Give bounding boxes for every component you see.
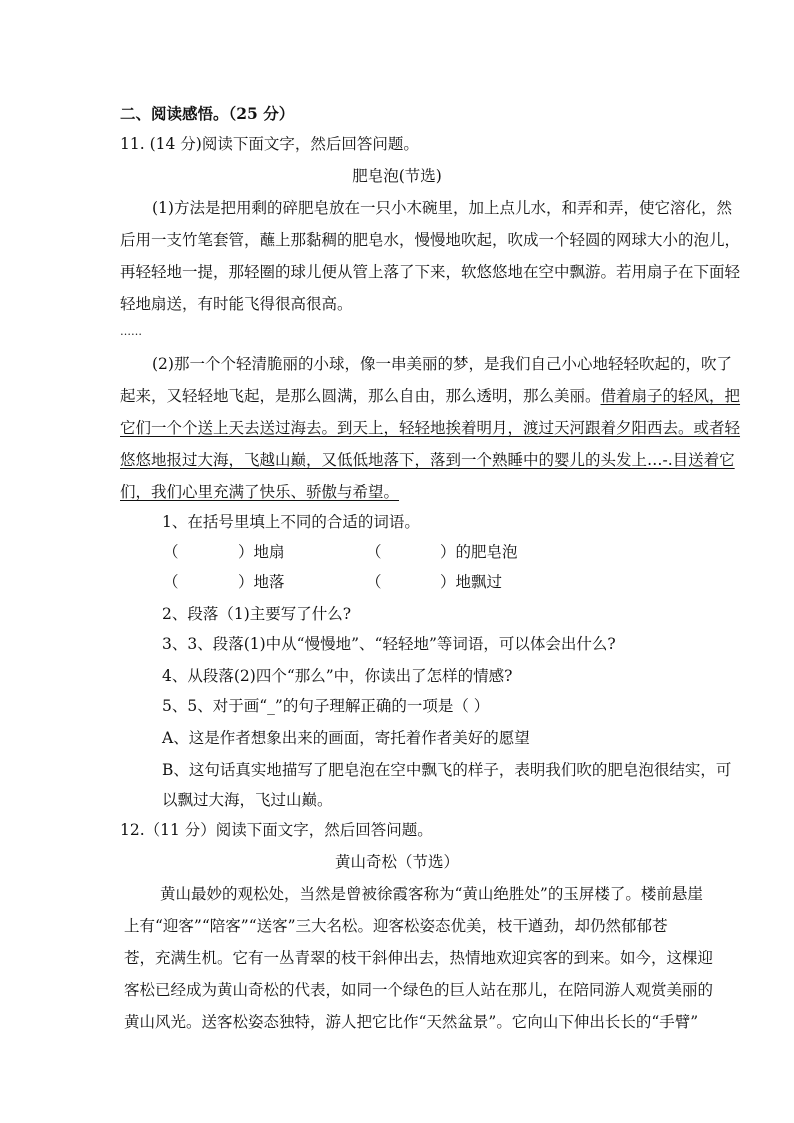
passage-line: 客松已经成为黄山奇松的代表，如同一个绿色的巨人站在那儿，在陪同游人观赏美丽的 bbox=[124, 981, 714, 999]
sub-question-5: 5、5、对于画“_”的句子理解正确的一项是（ ） bbox=[162, 697, 490, 715]
paragraph-1-line: (1)方法是把用剩的碎肥皂放在一只小木碗里，加上点儿水，和弄和弄，使它溶化，然 bbox=[152, 199, 732, 217]
open-paren: （ bbox=[163, 543, 179, 561]
underlined-sentence: 悠悠地报过大海，飞越山巅，又低低地落下，落到一个熟睡中的婴儿的头发上…-.目送着它 bbox=[120, 451, 735, 469]
question-12-prompt: 12.（11 分）阅读下面文字，然后回答问题。 bbox=[120, 821, 433, 839]
section-header: 二、阅读感悟。（25 分） bbox=[120, 104, 295, 123]
option-a: A、这是作者想象出来的画面，寄托着作者美好的愿望 bbox=[162, 729, 530, 747]
paragraph-1-line: 后用一支竹笔套管，蘸上那黏稠的肥皂水，慢慢地吹起，吹成一个轻圆的网球大小的泡儿， bbox=[120, 231, 741, 249]
option-b: B、这句话真实地描写了肥皂泡在空中飘飞的样子，表明我们吹的肥皂泡很结实，可 bbox=[162, 761, 732, 779]
paragraph-2-line: (2)那一个个轻清脆丽的小球，像一串美丽的梦，是我们自己小心地轻轻吹起的，吹了 bbox=[152, 355, 732, 373]
sub-question-3: 3、3、段落(1)中从“慢慢地”、“轻轻地”等词语，可以体会出什么? bbox=[162, 635, 616, 653]
passage-line: 黄山最妙的观松处，当然是曾被徐霞客称为“黄山绝胜处”的玉屏楼了。楼前悬崖 bbox=[160, 885, 703, 903]
sub-question-1: 1、在括号里填上不同的合适的词语。 bbox=[162, 513, 420, 531]
blank-suffix: ）地落 bbox=[238, 573, 285, 591]
open-paren: （ bbox=[366, 543, 382, 561]
passage-title: 黄山奇松（节选） bbox=[334, 853, 459, 871]
open-paren: （ bbox=[163, 573, 179, 591]
sub-question-4: 4、从段落(2)四个“那么”中，你读出了怎样的情感? bbox=[162, 667, 513, 685]
blank-suffix: ）地扇 bbox=[238, 543, 285, 561]
paragraph-2-line bbox=[120, 386, 740, 406]
underlined-sentence: 们，我们心里充满了快乐、骄傲与希望。 bbox=[120, 483, 400, 501]
blank-suffix: ）的肥皂泡 bbox=[440, 543, 518, 561]
open-paren: （ bbox=[366, 573, 382, 591]
option-b-continued: 以飘过大海，飞过山巅。 bbox=[162, 791, 333, 809]
passage-line: 黄山风光。送客松姿态独特，游人把它比作“天然盆景”。它向山下伸出长长的“手臂” bbox=[124, 1013, 699, 1031]
question-11-prompt: 11. (14 分)阅读下面文字，然后回答问题。 bbox=[120, 135, 419, 153]
blank-suffix: ）地飘过 bbox=[440, 573, 503, 591]
passage-line: 苍，充满生机。它有一丛青翠的枝干斜伸出去，热情地欢迎宾客的到来。如今，这棵迎 bbox=[124, 949, 714, 967]
passage-line: 上有“迎客”“陪客”“送客”三大名松。迎客松姿态优美，枝干遒劲，却仍然郁郁苍 bbox=[124, 917, 668, 935]
paragraph-1-line: 轻地扇送，有时能飞得很高很高。 bbox=[120, 295, 353, 313]
underlined-sentence: 它们一个个送上天去送过海去。到天上，轻轻地挨着明月，渡过天河跟着夕阳西去。或者轻 bbox=[120, 419, 741, 437]
ellipsis: …… bbox=[120, 325, 142, 338]
underlined-sentence: 借着扇子的轻风，把 bbox=[600, 387, 741, 405]
paragraph-1-line: 再轻轻地一提，那轻圈的球儿便从管上落了下来，软悠悠地在空中飘游。若用扇子在下面轻 bbox=[120, 263, 741, 281]
paragraph-2-plain-text: 起来，又轻轻地飞起，是那么圆满，那么自由，那么透明，那么美丽。 bbox=[120, 387, 601, 405]
sub-question-2: 2、段落（1)主要写了什么? bbox=[162, 605, 352, 623]
passage-title: 肥皂泡(节选) bbox=[352, 167, 442, 185]
